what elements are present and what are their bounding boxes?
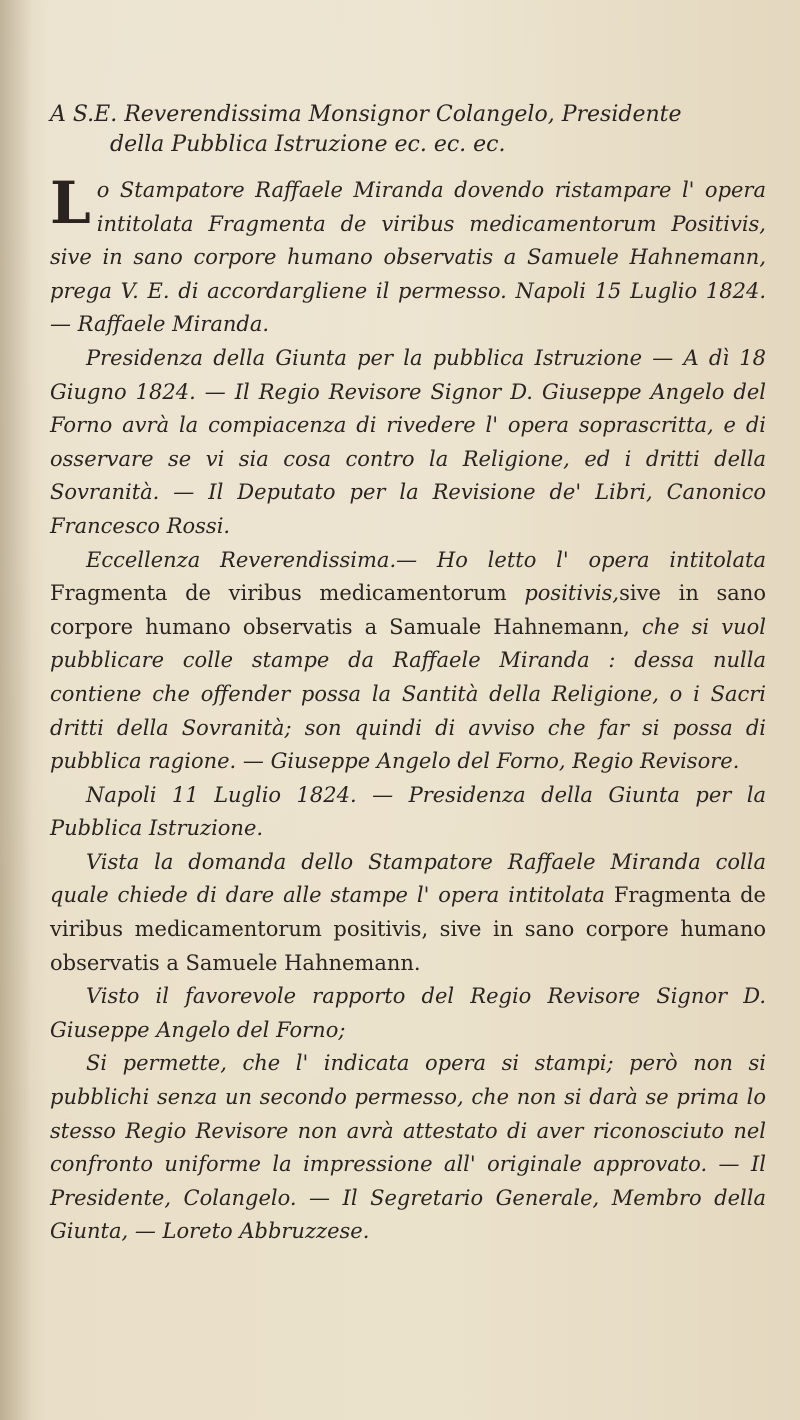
drop-cap: L (50, 169, 91, 237)
address-line-2: della Pubblica Istruzione ec. ec. ec. (110, 132, 506, 157)
report-work-title: Fragmenta de viribus medicamentorum (50, 581, 507, 606)
decree-vista-title: Fragmenta de viribus medicamentorum positivis, sive in sano corpore humano observatis a Samuele Hahnemann. (50, 883, 766, 975)
address-line-1: A S.E. Reverendissima Monsignor Colangelo, Presidente (50, 102, 682, 127)
report-opening: Eccellenza Reverendissima.— Ho letto l' opera intitolata (86, 547, 766, 572)
address-header (50, 100, 766, 160)
decree-permission-paragraph: Si permette, che l' indicata opera si stampi; però non si pubblichi senza un secondo permesso, che non si darà se prima lo stesso Regio Revisore non avrà attestato di aver riconosciuto nel confronto uniforme la impressione all' originale approvato. — Il Presidente, Colangelo. — Il Segretario Generale, Membro della Giunta, — Loreto Abbruzzese. (50, 1051, 766, 1244)
decree-heading: Napoli 11 Luglio 1824. — Presidenza della Giunta per la Pubblica Istruzione. (50, 782, 766, 841)
referral-paragraph: Presidenza della Giunta per la pubblica Istruzione — A dì 18 Giugno 1824. — Il Regio Revisore Signor D. Giuseppe Angelo del Forno avrà la compiacenza di rivedere l' opera soprascritta, e di osservare se vi sia cosa contro la Religione, ed i dritti della Sovranità. — Il Deputato per la Revisione de' Libri, Canonico Francesco Rossi. (50, 345, 766, 538)
report-work-title-tail: positivis, (524, 581, 620, 606)
page-edge-shadow (0, 0, 32, 1420)
decree-vista-paragraph (50, 846, 766, 980)
decree-vista-intro: Vista la domanda dello Stampatore Raffaele Miranda colla quale chiede di dare alle stampe l' opera intitolata (50, 849, 766, 908)
document-body (50, 169, 766, 1249)
report-body: che si vuol pubblicare colle stampe da Raffaele Miranda : dessa nulla contiene che offender possa la Santità della Religione, o i Sacri dritti della Sovranità; son quindi di avviso che far si possa di pubblica ragione. — Giuseppe Angelo del Forno, Regio Revisore. (50, 614, 766, 774)
revisor-report-paragraph (50, 544, 766, 779)
report-work-title-end: sive in sano corpore humano observatis a Samuale Hahnemann, (50, 581, 766, 639)
decree-visto-paragraph: Visto il favorevole rapporto del Regio Revisore Signor D. Giuseppe Angelo del Forno; (50, 984, 766, 1042)
petition-paragraph (50, 169, 766, 342)
petition-text: o Stampatore Raffaele Miranda dovendo ristampare l' opera intitolata Fragmenta de viribus medicamentorum Positivis, sive in sano corpore humano observatis a Samuele Hahnemann, prega V. E. di accordargliene il permesso. Napoli 15 Luglio 1824. — Raffaele Miranda. (50, 178, 766, 337)
